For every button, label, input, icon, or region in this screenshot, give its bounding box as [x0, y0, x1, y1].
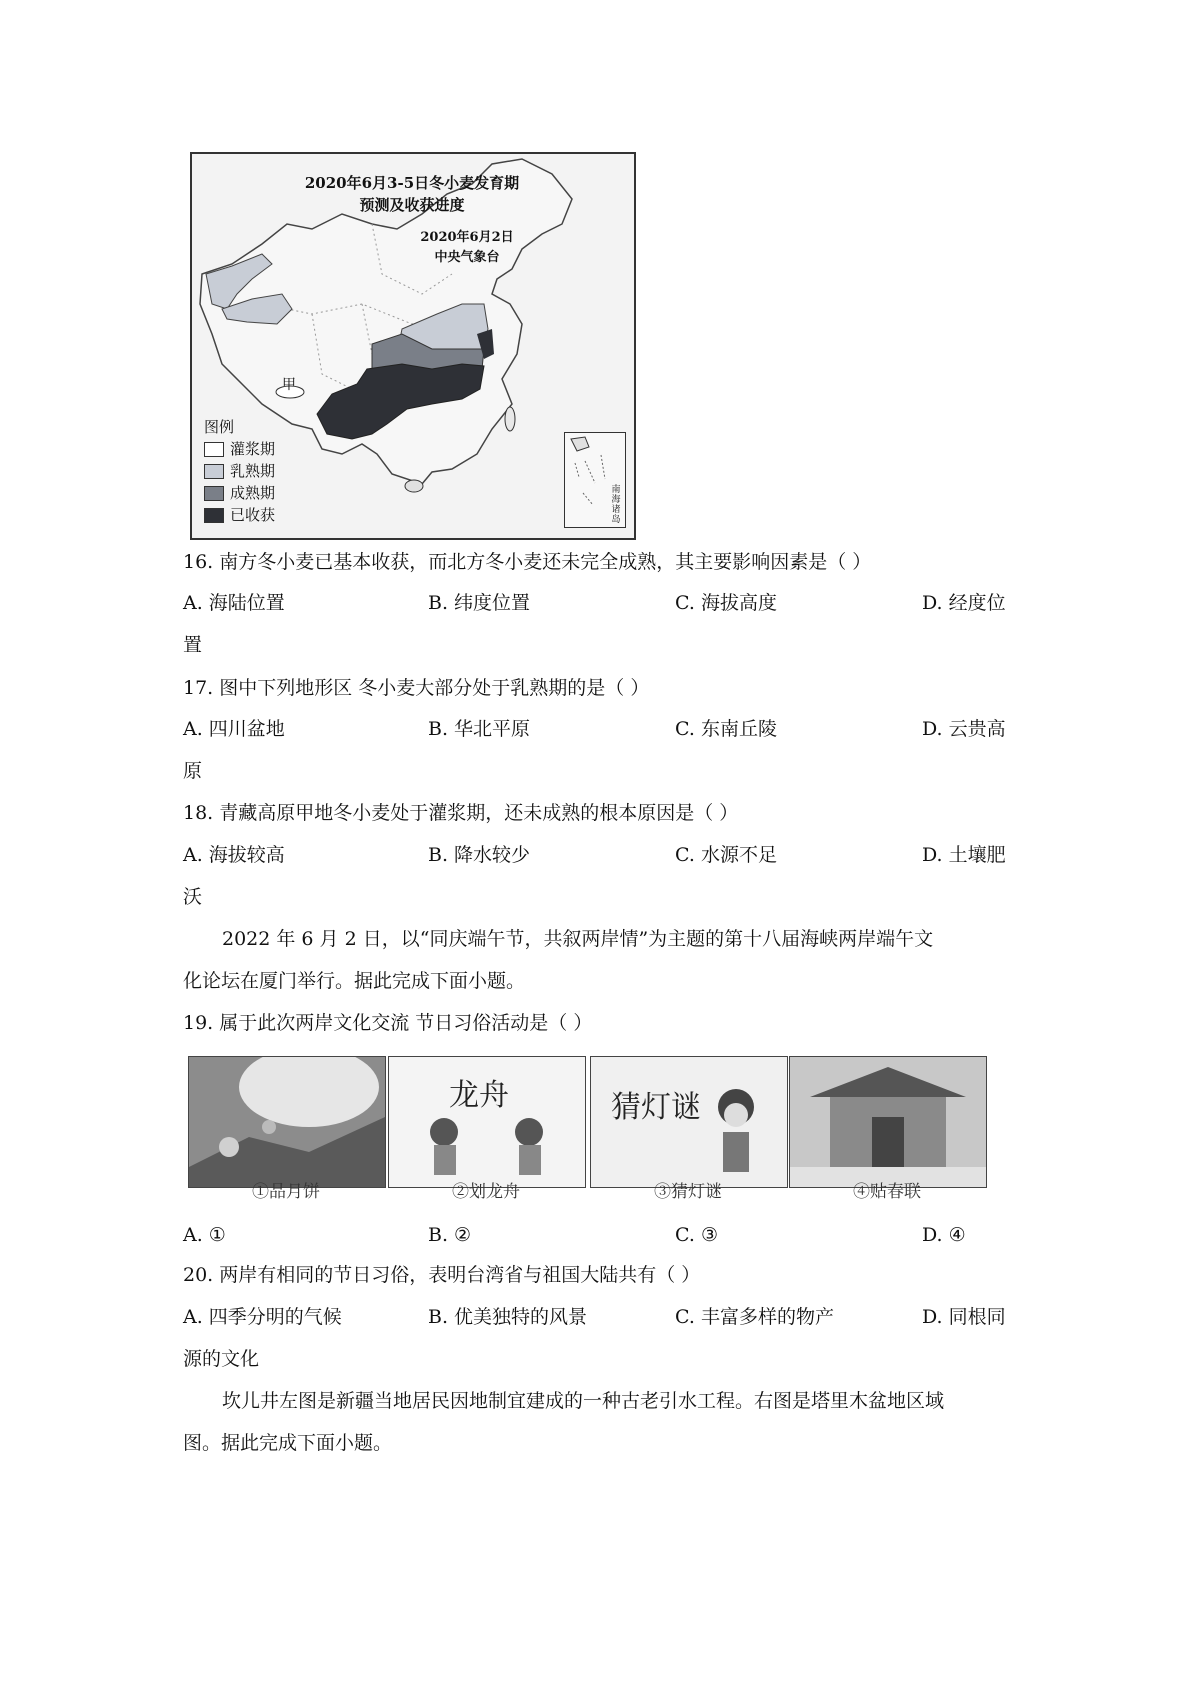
q18-option-c[interactable]: C. 水源不足	[675, 844, 777, 866]
q19-option-b[interactable]: B. ②	[428, 1224, 472, 1246]
legend-swatch	[204, 486, 224, 501]
festival-image-dragon-boat	[388, 1056, 586, 1188]
question-18-stem: 18. 青藏高原甲地冬小麦处于灌浆期，还未成熟的根本原因是（ ）	[183, 802, 739, 824]
passage-1-line-2: 化论坛在厦门举行。据此完成下面小题。	[183, 970, 526, 992]
q20-option-d[interactable]: D. 同根同	[922, 1306, 1006, 1328]
q16-option-c[interactable]: C. 海拔高度	[675, 592, 777, 614]
legend-item: 已收获	[204, 504, 275, 526]
q20-option-a[interactable]: A. 四季分明的气候	[183, 1306, 342, 1328]
passage-2-line-2: 图。据此完成下面小题。	[183, 1432, 393, 1454]
question-16-stem: 16. 南方冬小麦已基本收获，而北方冬小麦还未完全成熟，其主要影响因素是（ ）	[183, 551, 872, 573]
image-caption-3: ③猜灯谜	[654, 1182, 722, 1202]
q17-option-a[interactable]: A. 四川盆地	[183, 718, 285, 740]
legend-swatch	[204, 442, 224, 457]
festival-image-spring-couplets	[789, 1056, 987, 1188]
lantern-riddle-art-text: 猜灯谜	[611, 1090, 701, 1125]
festival-image-mooncake	[188, 1056, 386, 1188]
q16-option-a[interactable]: A. 海陆位置	[183, 592, 285, 614]
question-19-stem: 19. 属于此次两岸文化交流 节日习俗活动是（ ）	[183, 1012, 593, 1034]
q18-option-d-continued: 沃	[183, 886, 203, 908]
map-source: 2020年6月2日 中央气象台	[420, 230, 514, 265]
passage-1-line-1: 2022 年 6 月 2 日，以“同庆端午节，共叙两岸情”为主题的第十八届海峡两岸端午文	[222, 928, 934, 950]
south-china-sea-inset	[564, 432, 626, 528]
q19-option-d[interactable]: D. ④	[922, 1224, 966, 1246]
legend-title: 图例	[204, 418, 235, 436]
q19-option-a[interactable]: A. ①	[183, 1224, 226, 1246]
q18-option-a[interactable]: A. 海拔较高	[183, 844, 285, 866]
map-legend	[204, 416, 275, 526]
legend-item: 灌浆期	[204, 438, 275, 460]
q19-option-c[interactable]: C. ③	[675, 1224, 718, 1246]
q20-option-b[interactable]: B. 优美独特的风景	[428, 1306, 588, 1328]
question-17-stem: 17. 图中下列地形区 冬小麦大部分处于乳熟期的是（ ）	[183, 677, 650, 699]
q20-option-c[interactable]: C. 丰富多样的物产	[675, 1306, 834, 1328]
q17-option-b[interactable]: B. 华北平原	[428, 718, 531, 740]
dragon-boat-art-text: 龙舟	[449, 1078, 509, 1113]
passage-2-line-1: 坎儿井左图是新疆当地居民因地制宜建成的一种古老引水工程。右图是塔里木盆地区域	[222, 1390, 945, 1412]
festival-image-lantern-riddle	[590, 1056, 788, 1188]
q16-option-b[interactable]: B. 纬度位置	[428, 592, 531, 614]
inset-label: 南海诸岛	[611, 485, 621, 525]
legend-swatch	[204, 508, 224, 523]
q18-option-b[interactable]: B. 降水较少	[428, 844, 531, 866]
q17-option-c[interactable]: C. 东南丘陵	[675, 718, 777, 740]
legend-item: 成熟期	[204, 482, 275, 504]
place-label-jia: 甲	[282, 377, 296, 393]
question-20-stem: 20. 两岸有相同的节日习俗，表明台湾省与祖国大陆共有（ ）	[183, 1264, 701, 1286]
legend-item: 乳熟期	[204, 460, 275, 482]
wheat-map-figure	[190, 152, 636, 540]
q18-option-d[interactable]: D. 土壤肥	[922, 844, 1006, 866]
q20-option-d-continued: 源的文化	[183, 1348, 260, 1370]
legend-swatch	[204, 464, 224, 479]
q17-option-d[interactable]: D. 云贵高	[922, 718, 1006, 740]
image-caption-4: ④贴春联	[853, 1182, 921, 1202]
image-caption-1: ①品月饼	[252, 1182, 320, 1202]
map-title: 2020年6月3-5日冬小麦发育期 预测及收获进度	[304, 174, 520, 214]
q16-option-d-continued: 置	[183, 634, 203, 656]
q16-option-d[interactable]: D. 经度位	[922, 592, 1006, 614]
image-caption-2: ②划龙舟	[452, 1182, 520, 1202]
q17-option-d-continued: 原	[183, 760, 203, 782]
